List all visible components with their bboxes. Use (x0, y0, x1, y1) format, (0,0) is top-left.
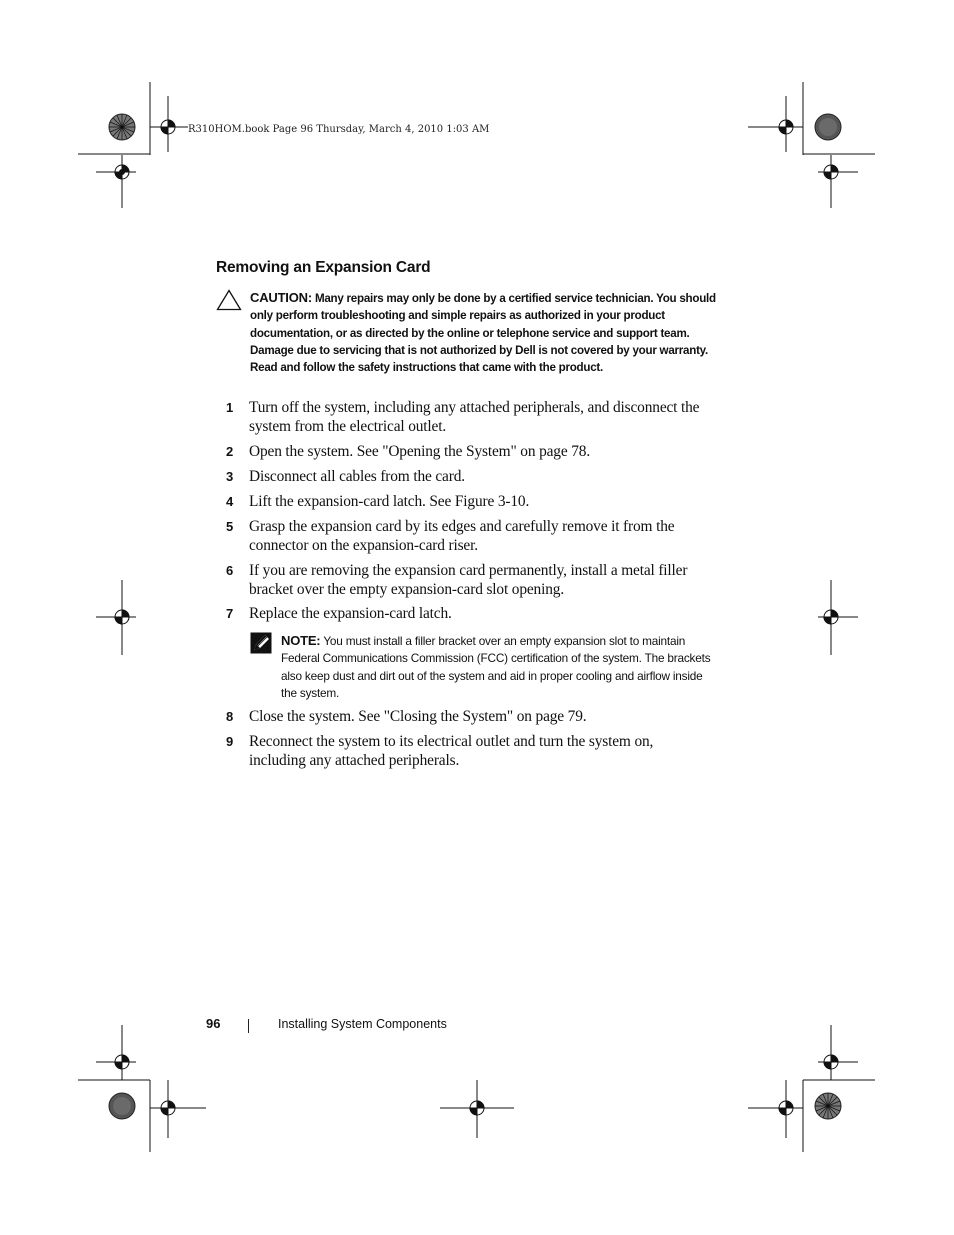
footer-page-number: 96 (206, 1016, 221, 1031)
note-body: You must install a filler bracket over an empty expansion slot to maintain Federal Communications Commission (FCC) certification of the system. The brackets also keep dust and dirt out of the system and aid in proper cooling and airflow inside the system. (281, 634, 711, 700)
step-number: 4 (226, 494, 234, 509)
note-label: NOTE: (281, 633, 321, 648)
step-text: Open the system. See "Opening the System" on page 78. (249, 443, 591, 460)
step-number: 9 (226, 734, 234, 749)
step-text: Replace the expansion-card latch. (249, 605, 452, 622)
caution-label: CAUTION: (250, 290, 312, 305)
section-title: Removing an Expansion Card (216, 259, 431, 276)
footer-section-title: Installing System Components (278, 1017, 447, 1031)
step-text: Turn off the system, including any attached peripherals, and disconnect the system from the electrical outlet. (249, 399, 700, 435)
step-text: If you are removing the expansion card permanently, install a metal filler bracket over the empty expansion-card slot opening. (249, 562, 688, 598)
step-number: 5 (226, 519, 234, 534)
print-header: R310HOM.book Page 96 Thursday, March 4, 2010 1:03 AM (188, 124, 490, 135)
step-text: Lift the expansion-card latch. See Figure 3-10. (249, 493, 530, 510)
step-text: Disconnect all cables from the card. (249, 468, 465, 485)
step-text: Close the system. See "Closing the System" on page 79. (249, 708, 587, 725)
step-text: Grasp the expansion card by its edges and carefully remove it from the connector on the expansion-card riser. (249, 518, 675, 554)
step-number: 1 (226, 400, 234, 415)
step-number: 6 (226, 563, 234, 578)
step-number: 2 (226, 444, 234, 459)
step-text: Reconnect the system to its electrical outlet and turn the system on, including any attached peripherals. (249, 733, 654, 769)
step-number: 8 (226, 709, 234, 724)
caution-body: Many repairs may only be done by a certified service technician. You should only perform troubleshooting and simple repairs as authorized in your product documentation, or as directed by the online or telephone service and support team. Damage due to servicing that is not authorized by Dell is not covered by your warranty. Read and follow the safety instructions that came with the product. (250, 292, 716, 375)
step-number: 7 (226, 606, 234, 621)
step-number: 3 (226, 469, 234, 484)
